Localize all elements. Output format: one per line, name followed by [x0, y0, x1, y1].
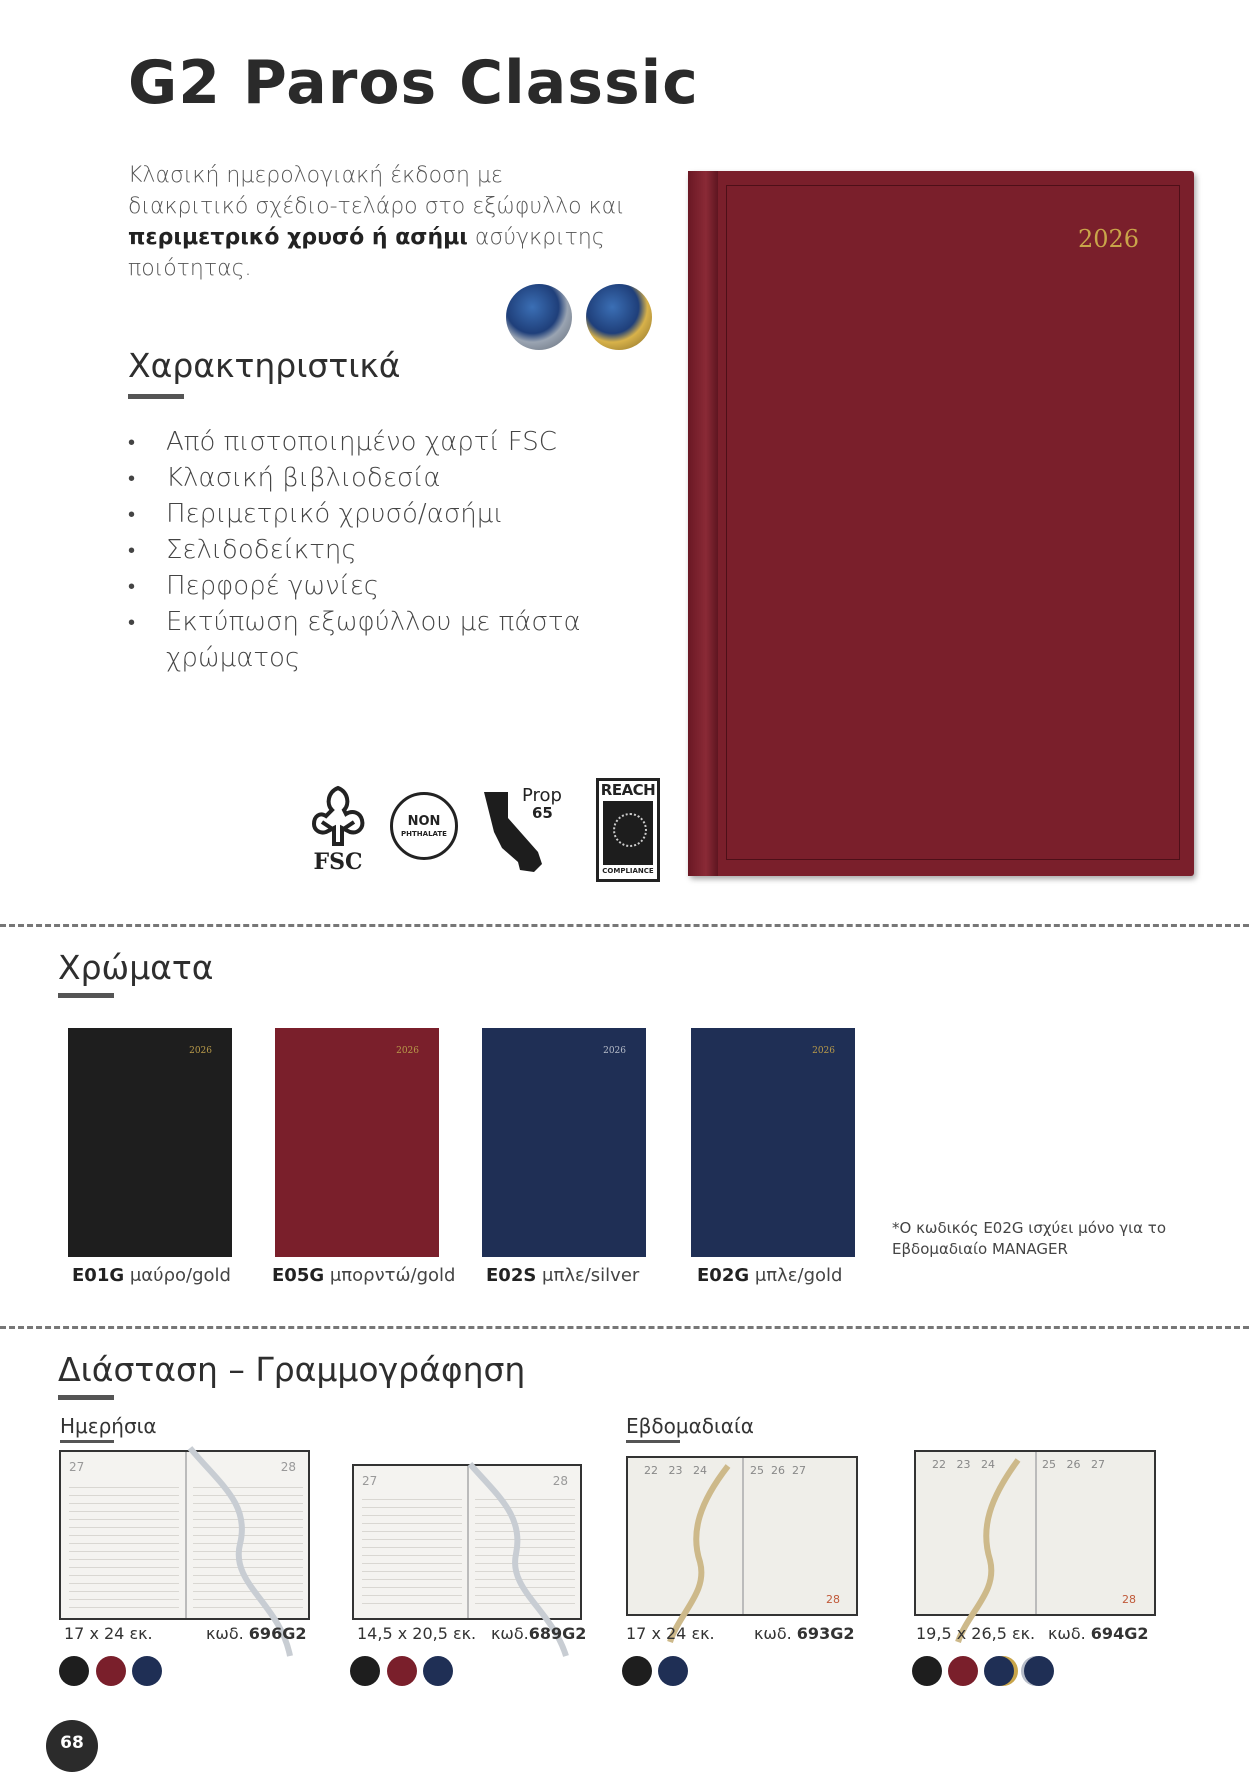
- hero-year: 2026: [1078, 225, 1140, 253]
- daily-underline: [60, 1440, 114, 1443]
- swatch-cover-e05g: [275, 1028, 439, 1257]
- day-number: 22: [932, 1458, 946, 1471]
- swatch-label-e02s: [486, 1265, 639, 1286]
- weekly-label: Εβδομαδιαία: [626, 1414, 754, 1438]
- swatch-cover-e01g: [68, 1028, 232, 1257]
- color-dot-bordeaux: [387, 1656, 417, 1686]
- gold-edge-icon: [586, 284, 652, 350]
- silver-edge-icon: [506, 284, 572, 350]
- code-value: 696G2: [248, 1624, 307, 1643]
- planner-gutter: [1035, 1452, 1037, 1614]
- swatch-label-e05g: [272, 1265, 455, 1286]
- swatch-name: μπλε/gold: [754, 1265, 843, 1286]
- page-number-badge: 68: [46, 1720, 98, 1772]
- product-code: [491, 1624, 586, 1643]
- section-divider: [0, 924, 1249, 927]
- hero-frame: [726, 185, 1180, 860]
- features-heading: Χαρακτηριστικά: [128, 346, 401, 385]
- color-dot-black: [350, 1656, 380, 1686]
- features-underline: [128, 394, 184, 399]
- feature-item: • Από πιστοποιημένο χαρτί FSC: [128, 424, 668, 460]
- intro-bold: περιμετρικό χρυσό ή ασήμι: [128, 225, 468, 250]
- colors-underline: [58, 993, 114, 998]
- day-number: 26: [771, 1464, 785, 1477]
- page-date: 28: [280, 1460, 296, 1474]
- color-dot-black: [59, 1656, 89, 1686]
- product-code: [206, 1624, 306, 1643]
- fsc-label: FSC: [313, 849, 363, 875]
- product-code: [1048, 1624, 1148, 1643]
- day-number: 24: [981, 1458, 995, 1471]
- colors-heading: Χρώματα: [58, 948, 214, 987]
- hero-spine: [688, 171, 718, 876]
- footnote-line-2: Εβδομαδιαίο MANAGER: [892, 1240, 1068, 1258]
- bookmark-ribbon: [660, 1462, 740, 1648]
- product-size: 17 x 24 εκ.: [626, 1624, 715, 1643]
- planner-gutter: [742, 1458, 744, 1614]
- reach-footer: COMPLIANCE: [602, 867, 654, 875]
- ruled-lines: [69, 1480, 179, 1610]
- section-divider: [0, 1326, 1249, 1329]
- day-number: 24: [693, 1464, 707, 1477]
- color-dot-bordeaux: [96, 1656, 126, 1686]
- non-phthalate-top: NON: [407, 814, 441, 829]
- code-prefix: κωδ.: [491, 1624, 529, 1643]
- non-phthalate-badge: [390, 792, 458, 860]
- page-title: G2 Paros Classic: [128, 48, 699, 118]
- reach-title: REACH: [600, 781, 656, 799]
- code-prefix: κωδ.: [206, 1624, 244, 1643]
- colors-footnote: [892, 1218, 1166, 1260]
- color-dot-blue: [658, 1656, 688, 1686]
- page-date: 27: [362, 1474, 378, 1488]
- day-number: 23: [668, 1464, 683, 1477]
- code-prefix: κωδ.: [1048, 1624, 1086, 1643]
- code-value: 693G2: [796, 1624, 855, 1643]
- swatch-code: E02G: [697, 1265, 750, 1286]
- swatch-year: 2026: [812, 1046, 835, 1056]
- color-dot-black: [912, 1656, 942, 1686]
- intro-line-1: Κλασική ημερολογιακή έκδοση με: [128, 163, 503, 188]
- product-size: 19,5 x 26,5 εκ.: [916, 1624, 1036, 1643]
- day-number: 23: [956, 1458, 971, 1471]
- intro-line-2: διακριτικό σχέδιο-τελάρο στο εξώφυλλο και: [128, 194, 625, 219]
- day-number: 27: [792, 1464, 806, 1477]
- color-dot-black: [622, 1656, 652, 1686]
- swatch-name: μπορντώ/gold: [329, 1265, 456, 1286]
- swatch-cover-e02g: [691, 1028, 855, 1257]
- day-number: 27: [1091, 1458, 1105, 1471]
- ruled-lines: [362, 1492, 462, 1610]
- swatch-name: μαύρο/gold: [129, 1265, 231, 1286]
- feature-item: • Σελιδοδείκτης: [128, 532, 668, 568]
- swatch-label-e01g: [72, 1265, 231, 1286]
- swatch-code: E02S: [486, 1265, 537, 1286]
- footnote-line-1: *Ο κωδικός E02G ισχύει μόνο για το: [892, 1219, 1167, 1237]
- color-dot-blue-gold: [984, 1656, 1014, 1686]
- page-date: 28: [552, 1474, 568, 1488]
- code-prefix: κωδ.: [754, 1624, 792, 1643]
- color-dot-blue: [132, 1656, 162, 1686]
- non-phthalate-bottom: PHTHALATE: [401, 830, 447, 838]
- daily-label: Ημερήσια: [60, 1414, 157, 1438]
- week-days-right: [1042, 1458, 1105, 1471]
- color-dot-bordeaux: [948, 1656, 978, 1686]
- feature-item: • Κλασική βιβλιοδεσία: [128, 460, 668, 496]
- intro-paragraph: [128, 160, 648, 284]
- day-number: 25: [1042, 1458, 1056, 1471]
- swatch-cover-e02s: [482, 1028, 646, 1257]
- week-days-right: [750, 1464, 806, 1477]
- weekly-underline: [626, 1440, 680, 1443]
- feature-item: • Περφορέ γωνίες: [128, 568, 668, 604]
- swatch-label-e02g: [697, 1265, 842, 1286]
- page-date: 27: [69, 1460, 85, 1474]
- fsc-badge: [300, 782, 376, 875]
- fsc-tree-icon: [300, 782, 376, 848]
- intro-line-4: ποιότητας.: [128, 256, 252, 281]
- prop65-line2: 65: [532, 804, 553, 822]
- dimensions-underline: [58, 1395, 114, 1400]
- prop65-badge: [480, 782, 570, 876]
- color-dot-blue-silver: [1024, 1656, 1054, 1686]
- reach-badge: [596, 778, 660, 882]
- swatch-name: μπλε/silver: [542, 1265, 640, 1286]
- prop65-line1: Prop: [522, 785, 562, 806]
- feature-item: • Περιμετρικό χρυσό/ασήμι: [128, 496, 668, 532]
- swatch-code: E01G: [72, 1265, 125, 1286]
- day-number: 25: [750, 1464, 764, 1477]
- intro-line-3: [128, 222, 648, 253]
- bookmark-ribbon: [946, 1456, 1026, 1648]
- code-value: 694G2: [1090, 1624, 1149, 1643]
- day-number: 26: [1066, 1458, 1081, 1471]
- swatch-year: 2026: [396, 1046, 419, 1056]
- swatch-code: E05G: [272, 1265, 325, 1286]
- product-size: 14,5 x 20,5 εκ.: [357, 1624, 477, 1643]
- feature-item: • Εκτύπωση εξωφύλλου με πάστα χρώματος: [128, 604, 668, 676]
- code-value: 689G2: [528, 1624, 587, 1643]
- hero-planner-cover: [688, 171, 1194, 876]
- product-size: 17 x 24 εκ.: [64, 1624, 153, 1643]
- dimensions-heading: Διάσταση – Γραμμογράφηση: [58, 1350, 526, 1389]
- features-list: [128, 424, 668, 676]
- swatch-year: 2026: [603, 1046, 626, 1056]
- product-code: [754, 1624, 854, 1643]
- eu-stars-icon: [603, 801, 653, 865]
- swatch-year: 2026: [189, 1046, 212, 1056]
- day-number-bottom: 28: [1122, 1593, 1136, 1606]
- day-number: 22: [644, 1464, 658, 1477]
- day-number-bottom: 28: [826, 1593, 840, 1606]
- color-dot-blue: [423, 1656, 453, 1686]
- intro-line-3-rest: ασύγκριτης: [467, 225, 605, 250]
